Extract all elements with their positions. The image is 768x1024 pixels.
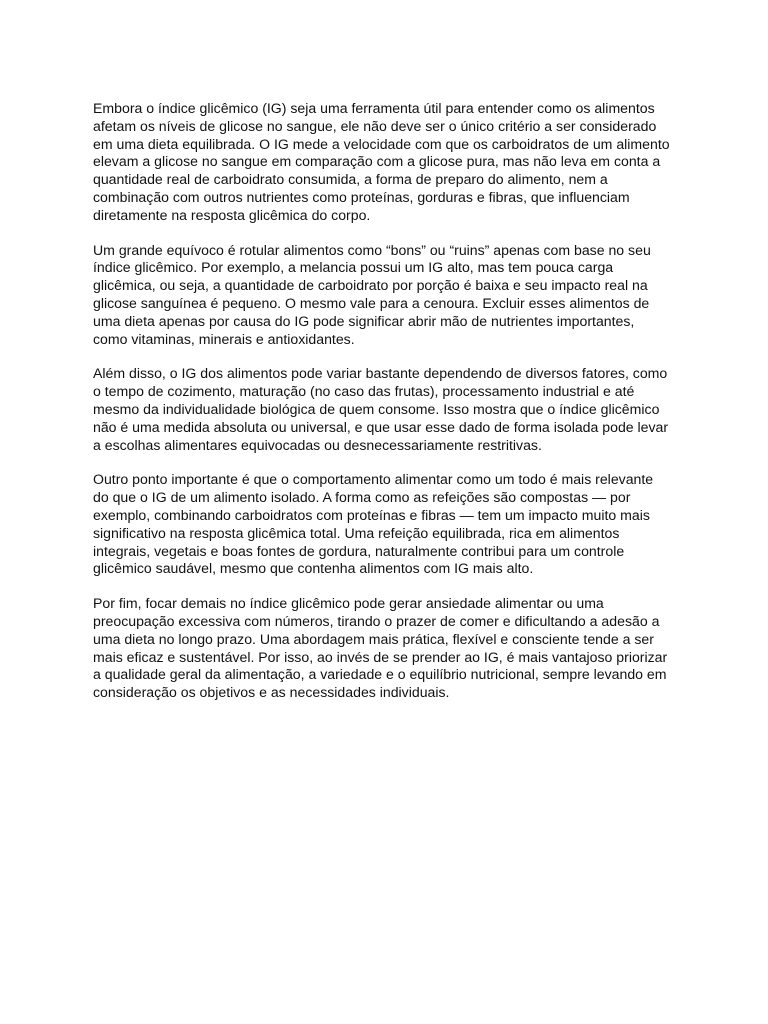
text-line: não é uma medida absoluta ou universal, e que usar esse dado de forma isolada pode levar [93, 418, 669, 435]
text-line: como vitaminas, minerais e antioxidantes. [93, 330, 355, 347]
text-line: a escolhas alimentares equivocadas ou desnecessariamente restritivas. [93, 436, 542, 453]
text-line: combinação com outros nutrientes como proteínas, gorduras e fibras, que influenciam [93, 188, 630, 205]
text-line: afetam os níveis de glicose no sangue, ele não deve ser o único critério a ser considerado [93, 117, 657, 134]
text-line: elevam a glicose no sangue em comparação com a glicose pura, mas não leva em conta a [93, 153, 661, 170]
text-line: glicêmica, ou seja, a quantidade de carboidrato por porção é baixa e seu impacto real na [93, 277, 648, 294]
text-line: uma dieta apenas por causa do IG pode significar abrir mão de nutrientes importantes, [93, 312, 635, 329]
text-line: Além disso, o IG dos alimentos pode variar bastante dependendo de diversos fatores, como [93, 365, 668, 382]
paragraph-3 [93, 365, 678, 454]
text-line: Outro ponto importante é que o comportamento alimentar como um todo é mais relevante [93, 471, 654, 488]
text-line: em uma dieta equilibrada. O IG mede a velocidade com que os carboidratos de um alimento [93, 135, 670, 152]
text-line: uma dieta no longo prazo. Uma abordagem mais prática, flexível e consciente tende a ser [93, 630, 654, 647]
paragraph-2 [93, 242, 678, 349]
paragraph-1 [93, 100, 678, 225]
text-line: preocupação excessiva com números, tirando o prazer de comer e dificultando a adesão a [93, 612, 660, 629]
text-line: quantidade real de carboidrato consumida, a forma de preparo do alimento, nem a [93, 171, 608, 188]
text-line: diretamente na resposta glicêmica do corpo. [93, 206, 371, 223]
text-line: glicose sanguínea é pequeno. O mesmo vale para a cenoura. Excluir esses alimentos de [93, 294, 650, 311]
text-line: integrais, vegetais e boas fontes de gordura, naturalmente contribui para um controle [93, 542, 625, 559]
text-line: mais eficaz e sustentável. Por isso, ao invés de se prender ao IG, é mais vantajoso priorizar [93, 648, 668, 665]
text-line: a qualidade geral da alimentação, a variedade e o equilíbrio nutricional, sempre levando em [93, 666, 667, 683]
text-line: Por fim, focar demais no índice glicêmico pode gerar ansiedade alimentar ou uma [93, 595, 604, 612]
paragraph-5 [93, 595, 678, 702]
document-body [93, 100, 678, 719]
text-line: Embora o índice glicêmico (IG) seja uma ferramenta útil para entender como os alimentos [93, 100, 655, 116]
text-line: do que o IG de um alimento isolado. A forma como as refeições são compostas — por [93, 489, 631, 506]
text-line: índice glicêmico. Por exemplo, a melancia possui um IG alto, mas tem pouca carga [93, 259, 614, 276]
paragraph-4 [93, 471, 678, 578]
text-line: exemplo, combinando carboidratos com proteínas e fibras — tem um impacto muito mais [93, 506, 650, 523]
text-line: consideração os objetivos e as necessidades individuais. [93, 684, 450, 701]
text-line: mesmo da individualidade biológica de quem consome. Isso mostra que o índice glicêmico [93, 400, 660, 417]
text-line: Um grande equívoco é rotular alimentos como “bons” ou “ruins” apenas com base no seu [93, 241, 651, 258]
text-line: glicêmico saudável, mesmo que contenha alimentos com IG mais alto. [93, 560, 534, 577]
text-line: significativo na resposta glicêmica total. Uma refeição equilibrada, rica em alimentos [93, 524, 620, 541]
text-line: o tempo de cozimento, maturação (no caso das frutas), processamento industrial e até [93, 383, 635, 400]
